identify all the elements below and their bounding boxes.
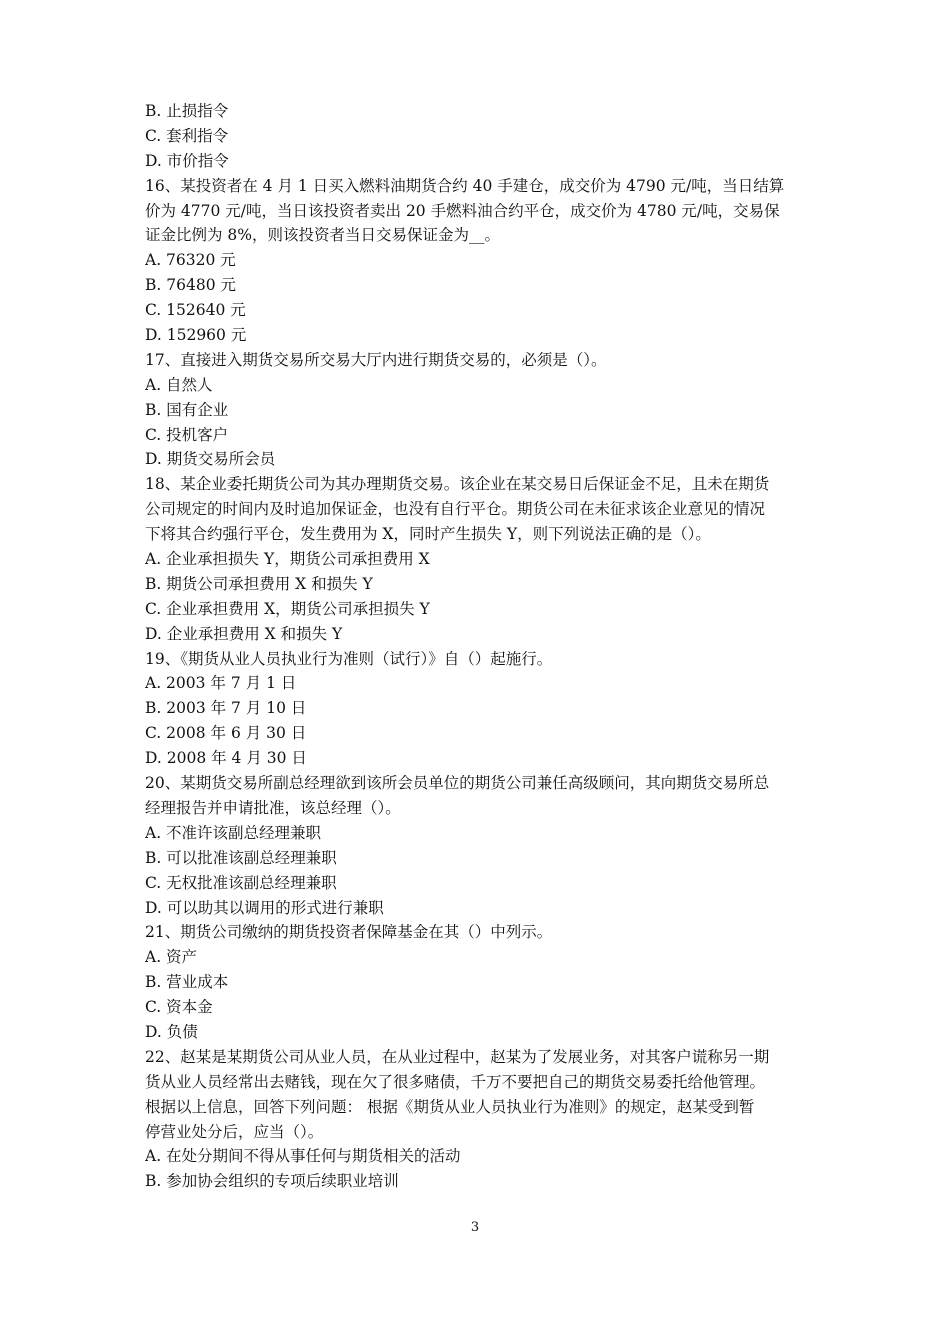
option-line: C. 套利指令 [145, 126, 229, 145]
option-line: B. 可以批准该副总经理兼职 [145, 848, 337, 867]
option-line: A. 自然人 [145, 375, 213, 394]
question-17-line-1: 17、直接进入期货交易所交易大厅内进行期货交易的，必须是（）。 [145, 350, 607, 369]
option-line: C. 2008 年 6 月 30 日 [145, 724, 307, 743]
option-line: A. 76320 元 [145, 251, 236, 270]
option-line: D. 2008 年 4 月 30 日 [145, 749, 307, 768]
option-line: C. 投机客户 [145, 425, 229, 444]
question-18-line-1: 18、某企业委托期货公司为其办理期货交易。该企业在某交易日后保证金不足，且未在期货 [145, 475, 770, 494]
question-18-line-3: 下将其合约强行平仓，发生费用为 X，同时产生损失 Y，则下列说法正确的是（）。 [145, 525, 711, 544]
option-line: D. 期货交易所会员 [145, 450, 276, 469]
question-22-line-3: 根据以上信息，回答下列问题： 根据《期货从业人员执业行为准则》的规定，赵某受到暂 [145, 1097, 755, 1116]
question-16-line-3: 证金比例为 8%，则该投资者当日交易保证金为__。 [145, 226, 501, 245]
option-line: A. 企业承担损失 Y，期货公司承担费用 X [145, 550, 430, 569]
option-line: B. 国有企业 [145, 400, 229, 419]
question-22-line-2: 货从业人员经常出去赌钱，现在欠了很多赌债，千万不要把自己的期货交易委托给他管理。 [145, 1072, 766, 1091]
option-line: B. 2003 年 7 月 10 日 [145, 699, 307, 718]
option-line: B. 参加协会组织的专项后续职业培训 [145, 1172, 399, 1191]
question-20-line-1: 20、某期货交易所副总经理欲到该所会员单位的期货公司兼任高级顾问，其向期货交易所总 [145, 774, 770, 793]
option-line: C. 资本金 [145, 998, 213, 1017]
option-line: A. 不准许该副总经理兼职 [145, 823, 322, 842]
option-line: B. 76480 元 [145, 276, 236, 295]
option-line: D. 企业承担费用 X 和损失 Y [145, 624, 343, 643]
question-22-line-4: 停营业处分后，应当（）。 [145, 1122, 324, 1141]
option-line: D. 负债 [145, 1022, 198, 1041]
option-line: C. 企业承担费用 X，期货公司承担损失 Y [145, 599, 430, 618]
option-line: A. 2003 年 7 月 1 日 [145, 674, 297, 693]
option-line: A. 在处分期间不得从事任何与期货相关的活动 [145, 1147, 461, 1166]
question-22-line-1: 22、赵某是某期货公司从业人员，在从业过程中，赵某为了发展业务，对其客户谎称另一期 [145, 1047, 770, 1066]
option-line: B. 止损指令 [145, 102, 229, 120]
option-line: C. 152640 元 [145, 301, 246, 320]
option-line: D. 市价指令 [145, 151, 229, 170]
option-line: B. 营业成本 [145, 973, 229, 992]
question-21-line-1: 21、期货公司缴纳的期货投资者保障基金在其（）中列示。 [145, 923, 553, 942]
option-line: B. 期货公司承担费用 X 和损失 Y [145, 574, 373, 593]
option-line: D. 152960 元 [145, 326, 247, 345]
document-body [145, 99, 817, 1194]
question-19-line-1: 19、《期货从业人员执业行为准则（试行）》自（）起施行。 [145, 649, 553, 668]
question-16-line-2: 价为 4770 元/吨，当日该投资者卖出 20 手燃料油合约平仓，成交价为 4780 元/吨，交易保 [145, 201, 780, 220]
option-line: D. 可以助其以调用的形式进行兼职 [145, 898, 384, 917]
page-number: 3 [470, 1220, 480, 1235]
question-20-line-2: 经理报告并申请批准，该总经理（）。 [145, 798, 401, 817]
option-line: A. 资产 [145, 948, 198, 967]
question-18-line-2: 公司规定的时间内及时追加保证金，也没有自行平仓。期货公司在未征求该企业意见的情况 [145, 500, 766, 519]
question-16-line-1: 16、某投资者在 4 月 1 日买入燃料油期货合约 40 手建仓，成交价为 4790 元/吨，当日结算 [145, 176, 785, 195]
option-line: C. 无权批准该副总经理兼职 [145, 873, 337, 892]
